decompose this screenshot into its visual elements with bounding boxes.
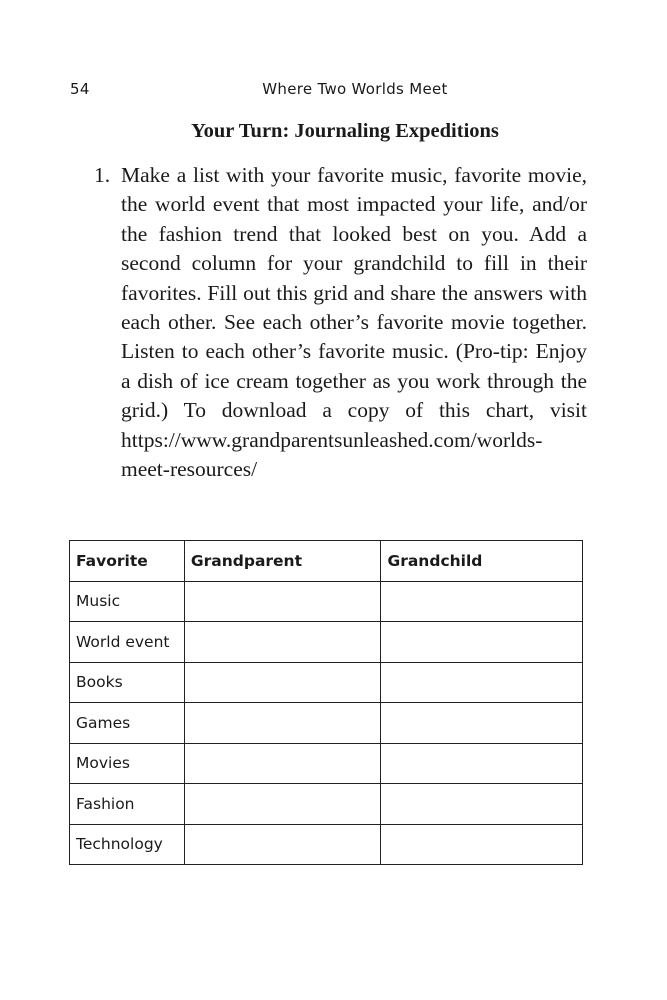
grandparent-cell xyxy=(184,622,381,663)
table-row xyxy=(70,743,583,784)
grandparent-cell xyxy=(184,703,381,744)
grandparent-cell xyxy=(184,743,381,784)
running-head xyxy=(70,80,580,104)
row-label: Music xyxy=(70,581,185,622)
grandchild-cell xyxy=(381,743,583,784)
book-title: Where Two Worlds Meet xyxy=(262,80,448,98)
grandparent-cell xyxy=(184,662,381,703)
grandchild-cell xyxy=(381,662,583,703)
table-row xyxy=(70,662,583,703)
exercise-text: Make a list with your favorite music, favorite movie, the world event that most impacted your life, and/or the fashion trend that looked best on you. Add a second column for your grandchild to fill in their favorites. Fill out this grid and share the answers with each other. See each other’s favorite movie together. Listen to each other’s favorite music. (Pro-tip: Enjoy a dish of ice cream together as you work through the grid.) To download a copy of this chart, visit https://www.grandparentsunleashed.com/worlds-meet-resources/ xyxy=(121,163,587,482)
row-label: Books xyxy=(70,662,185,703)
table-row xyxy=(70,703,583,744)
grandchild-cell xyxy=(381,622,583,663)
grandchild-cell xyxy=(381,581,583,622)
exercise-number: 1. xyxy=(94,163,111,187)
table-row xyxy=(70,824,583,865)
table-row xyxy=(70,622,583,663)
row-label: World event xyxy=(70,622,185,663)
grandchild-cell xyxy=(381,824,583,865)
grandparent-cell xyxy=(184,784,381,825)
table-row xyxy=(70,784,583,825)
grandchild-cell xyxy=(381,703,583,744)
header-grandparent: Grandparent xyxy=(184,541,381,582)
header-grandchild: Grandchild xyxy=(381,541,583,582)
grandparent-cell xyxy=(184,581,381,622)
header-favorite: Favorite xyxy=(70,541,185,582)
row-label: Games xyxy=(70,703,185,744)
table-header-row xyxy=(70,541,583,582)
row-label: Fashion xyxy=(70,784,185,825)
favorites-grid xyxy=(69,540,583,865)
grandchild-cell xyxy=(381,784,583,825)
table-row xyxy=(70,581,583,622)
row-label: Technology xyxy=(70,824,185,865)
row-label: Movies xyxy=(70,743,185,784)
section-heading: Your Turn: Journaling Expeditions xyxy=(191,120,499,142)
exercise-item xyxy=(90,161,587,484)
page-number: 54 xyxy=(70,80,90,98)
grandparent-cell xyxy=(184,824,381,865)
